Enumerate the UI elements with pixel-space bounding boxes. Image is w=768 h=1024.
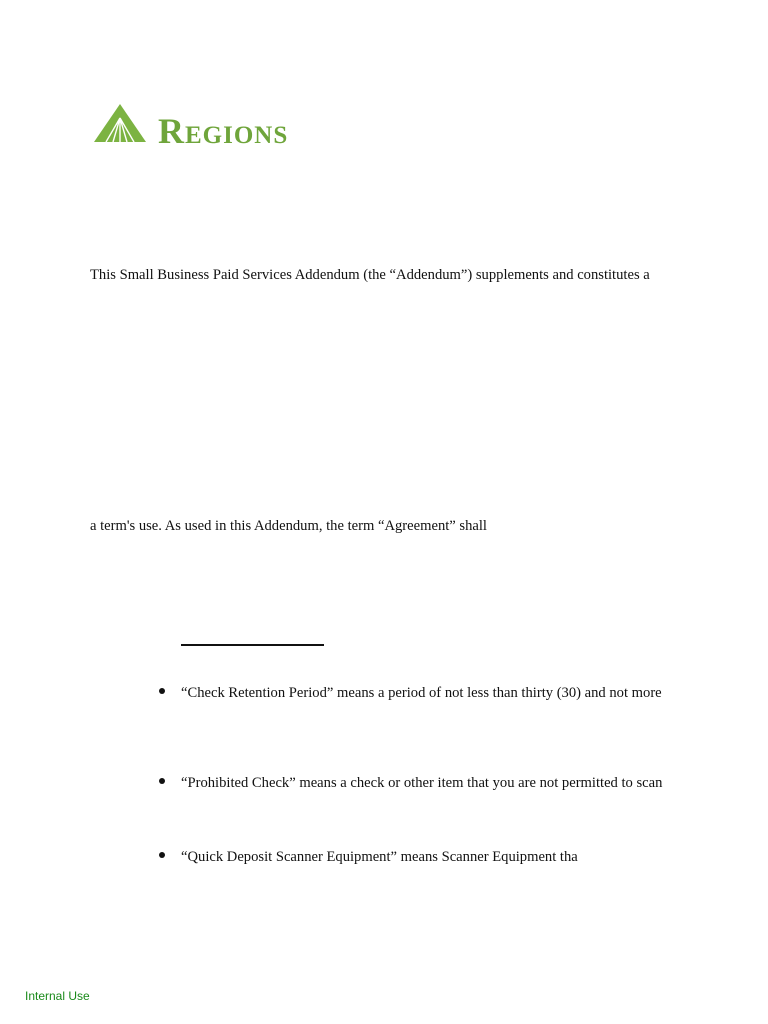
bullet-icon bbox=[159, 852, 165, 858]
list-item bbox=[159, 774, 662, 792]
intro-paragraph-line: This Small Business Paid Services Addendum (the “Addendum”) supplements and constitutes a bbox=[90, 267, 650, 283]
regions-pyramid-icon bbox=[92, 102, 148, 144]
regions-logo bbox=[92, 100, 289, 151]
list-item bbox=[159, 848, 578, 866]
bullet-icon bbox=[159, 778, 165, 784]
definition-check-retention-period: “Check Retention Period” means a period of not less than thirty (30) and not more bbox=[181, 685, 662, 701]
definition-quick-deposit-scanner: “Quick Deposit Scanner Equipment” means Scanner Equipment tha bbox=[181, 849, 578, 865]
bullet-icon bbox=[159, 688, 165, 694]
definition-prohibited-check: “Prohibited Check” means a check or other item that you are not permitted to scan bbox=[181, 775, 663, 791]
classification-footer: Internal Use bbox=[25, 989, 90, 1003]
section-heading-underline bbox=[181, 644, 324, 646]
list-item bbox=[159, 684, 662, 702]
logo-wordmark: Regions bbox=[158, 111, 289, 151]
agreement-definition-line: a term's use. As used in this Addendum, the term “Agreement” shall bbox=[90, 518, 487, 534]
